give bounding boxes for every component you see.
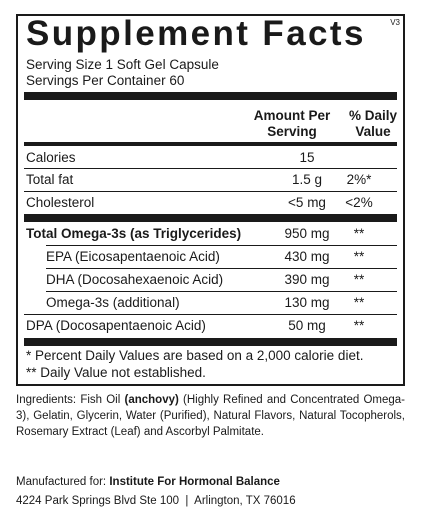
- row-divider: [46, 268, 397, 269]
- nutrient-name: EPA (Eicosapentaenoic Acid): [46, 249, 220, 264]
- nutrient-amount: 390 mg: [284, 272, 330, 287]
- nutrient-daily-value: **: [353, 295, 365, 310]
- nutrient-amount: 430 mg: [284, 249, 330, 264]
- ingredients-allergen: (anchovy): [124, 394, 179, 406]
- nutrient-row-total-fat: [24, 170, 397, 190]
- row-divider: [46, 291, 397, 292]
- row-divider: [46, 245, 397, 246]
- nutrient-daily-value: **: [353, 272, 365, 287]
- nutrient-amount: 1.5 g: [291, 172, 323, 187]
- manufacturer-name: Institute For Hormonal Balance: [109, 476, 280, 488]
- panel-title: Supplement Facts: [26, 14, 366, 53]
- supplement-facts-panel: [16, 14, 405, 386]
- nutrient-name: DHA (Docosahexaenoic Acid): [46, 272, 224, 287]
- nutrient-name: Omega-3s (additional): [46, 295, 180, 310]
- nutrient-amount: 130 mg: [284, 295, 330, 310]
- nutrient-amount: <5 mg: [288, 195, 326, 210]
- ingredients-label: Ingredients:: [16, 394, 77, 406]
- nutrient-daily-value: **: [353, 318, 365, 333]
- amount-per-serving-header: [242, 108, 342, 140]
- nutrient-daily-value: **: [353, 226, 365, 241]
- manufacturer-label: Manufactured for:: [16, 476, 107, 488]
- version-mark: V3: [390, 18, 400, 27]
- row-divider: [24, 314, 397, 315]
- nutrient-row-calories: [24, 148, 397, 168]
- nutrient-name: Total Omega-3s (as Triglycerides): [26, 226, 242, 241]
- nutrient-name: Cholesterol: [26, 195, 95, 210]
- dv-header-line2: Value: [355, 124, 391, 139]
- nutrient-row-omega3-additional: [24, 293, 397, 313]
- nutrient-row-total-omega3: [24, 224, 397, 244]
- ingredients-text: Fish Oil: [80, 394, 121, 406]
- amount-header-line2: Serving: [267, 124, 317, 139]
- dv-header-line1: % Daily: [348, 108, 398, 123]
- daily-value-header: [342, 108, 404, 140]
- thick-divider: [24, 92, 397, 100]
- footnote-percent-dv: * Percent Daily Values are based on a 2,000 calorie diet.: [26, 348, 364, 363]
- row-divider: [24, 191, 397, 192]
- nutrient-name: DPA (Docosapentaenoic Acid): [26, 318, 206, 333]
- nutrient-daily-value: 2%*: [346, 172, 372, 187]
- nutrient-amount: 50 mg: [288, 318, 326, 333]
- nutrient-amount: 15: [299, 150, 315, 165]
- manufacturer-line: [16, 474, 280, 490]
- servings-per-container: Servings Per Container 60: [26, 73, 185, 88]
- thick-divider: [24, 338, 397, 346]
- amount-header-line1: Amount Per: [253, 108, 331, 123]
- nutrient-name: Total fat: [26, 172, 74, 187]
- footnote-dv-not-established: ** Daily Value not established.: [26, 365, 206, 380]
- nutrient-amount: 950 mg: [284, 226, 330, 241]
- serving-size: Serving Size 1 Soft Gel Capsule: [26, 57, 219, 72]
- nutrient-row-dpa: [24, 316, 397, 336]
- ingredients-statement: [16, 392, 405, 440]
- ingredients-text: (Highly Refined and Concentrated Omega-3), Gelatin, Glycerin, Water (Purified), Natural Flavors, Natural Tocopherols, Rosemary Extract (Leaf) and Ascorbyl Palmitate.: [16, 394, 406, 438]
- nutrient-daily-value: <2%: [345, 195, 373, 210]
- nutrient-row-dha: [24, 270, 397, 290]
- nutrient-row-cholesterol: [24, 193, 397, 213]
- nutrient-row-epa: [24, 247, 397, 267]
- row-divider: [24, 168, 397, 169]
- nutrient-name: Calories: [26, 150, 76, 165]
- thick-divider: [24, 214, 397, 222]
- header-divider: [24, 142, 397, 146]
- nutrient-daily-value: **: [353, 249, 365, 264]
- manufacturer-address: 4224 Park Springs Blvd Ste 100 | Arlington, TX 76016: [16, 495, 296, 507]
